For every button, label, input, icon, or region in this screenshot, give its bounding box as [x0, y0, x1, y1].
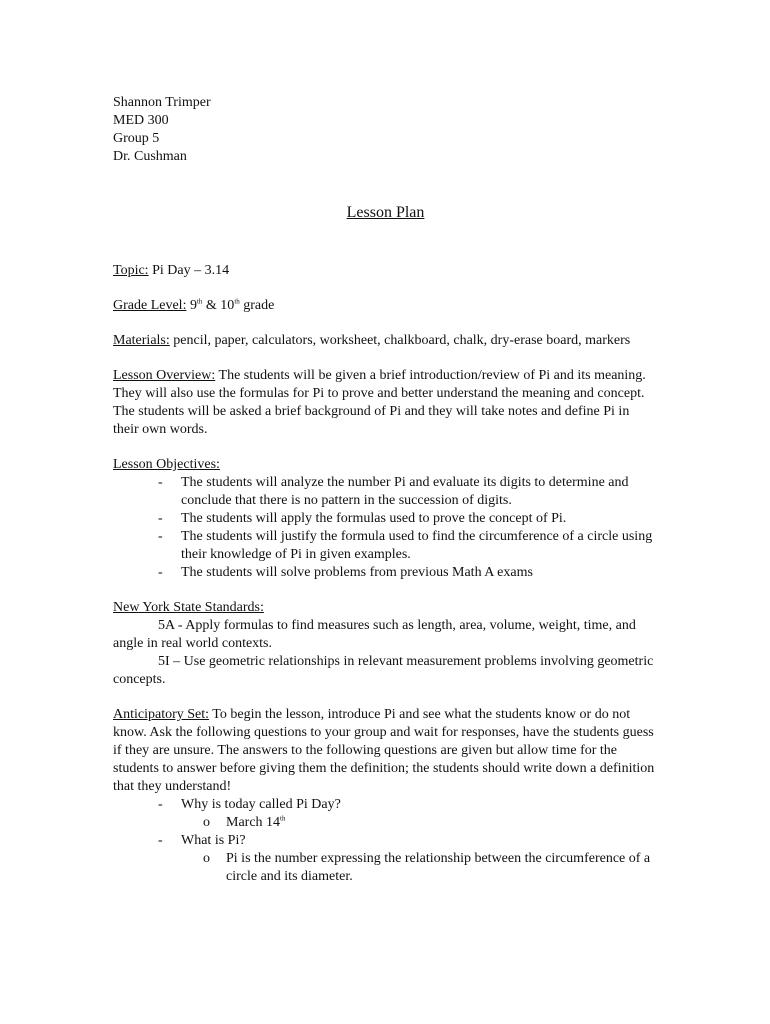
overview-value: The students will be given a brief introduction/review of Pi and its meaning. They will also use the formulas for Pi to prove and better understand the meaning and concept. The students will be asked a brief background of Pi and they will take notes and define Pi in their own words.: [113, 368, 646, 437]
instructor-name: Dr. Cushman: [113, 149, 187, 164]
grade-sup-1: th: [196, 297, 203, 306]
standard-5a: 5A - Apply formulas to find measures such as length, area, volume, weight, time, and angle in real world contexts.: [113, 618, 636, 651]
anticipatory-paragraph: [113, 706, 658, 796]
topic-label: Topic:: [113, 263, 149, 278]
topic-value: Pi Day – 3.14: [148, 263, 230, 278]
standard-5i: 5I – Use geometric relationships in relevant measurement problems involving geometric concepts.: [113, 654, 654, 687]
list-item: [113, 528, 658, 564]
dash-marker: -: [158, 475, 163, 490]
materials-paragraph: [113, 332, 658, 350]
objective-text: The students will solve problems from previous Math A exams: [181, 565, 533, 580]
dash-marker: -: [158, 833, 163, 848]
list-item: [113, 814, 658, 832]
list-item: [113, 564, 658, 582]
course-code: MED 300: [113, 113, 169, 128]
overview-label: Lesson Overview:: [113, 368, 216, 383]
grade-part-1: 9: [186, 298, 197, 313]
list-item: [113, 474, 658, 510]
overview-paragraph: [113, 367, 658, 439]
objectives-heading: Lesson Objectives:: [113, 457, 220, 472]
list-item: [113, 796, 658, 814]
author-header: [113, 94, 658, 166]
circle-bullet-icon: o: [203, 815, 210, 830]
circle-bullet-icon: o: [203, 851, 210, 866]
objective-text: The students will apply the formulas used to prove the concept of Pi.: [181, 511, 567, 526]
materials-value: pencil, paper, calculators, worksheet, chalkboard, chalk, dry-erase board, markers: [169, 333, 631, 348]
grade-label: Grade Level:: [113, 298, 187, 313]
page-title: Lesson Plan: [346, 204, 425, 221]
document-page: [113, 94, 658, 886]
materials-label: Materials:: [113, 333, 170, 348]
question-text: What is Pi?: [181, 833, 246, 848]
anticipatory-label: Anticipatory Set:: [113, 707, 210, 722]
standards-heading: New York State Standards:: [113, 600, 264, 615]
grade-part-2: & 10: [202, 298, 235, 313]
answer-text: Pi is the number expressing the relationship between the circumference of a circle and its diameter.: [226, 851, 651, 884]
grade-line: [113, 297, 658, 315]
questions-list: [113, 796, 658, 886]
dash-marker: -: [158, 797, 163, 812]
grade-part-3: grade: [239, 298, 275, 313]
topic-line: [113, 262, 658, 280]
grade-sup-2: th: [234, 297, 240, 306]
list-item: [113, 510, 658, 528]
question-text: Why is today called Pi Day?: [181, 797, 341, 812]
dash-marker: -: [158, 565, 163, 580]
objective-text: The students will justify the formula used to find the circumference of a circle using their knowledge of Pi in given examples.: [181, 529, 653, 562]
answer-sup: th: [280, 814, 286, 823]
objective-text: The students will analyze the number Pi and evaluate its digits to determine and conclude that there is no pattern in the succession of digits.: [181, 475, 629, 508]
dash-marker: -: [158, 511, 163, 526]
author-name: Shannon Trimper: [113, 95, 211, 110]
group-number: Group 5: [113, 131, 160, 146]
dash-marker: -: [158, 529, 163, 544]
list-item: [113, 832, 658, 850]
objectives-list: [113, 474, 658, 582]
anticipatory-value: To begin the lesson, introduce Pi and see what the students know or do not know. Ask the following questions to your group and wait for responses, have the students guess if they are unsure. The answers to the following questions are given but allow time for the students to answer before giving them the definition; the students should write down a definition that they understand!: [113, 707, 655, 794]
answer-text: March 14: [226, 815, 281, 830]
list-item: [113, 850, 658, 886]
